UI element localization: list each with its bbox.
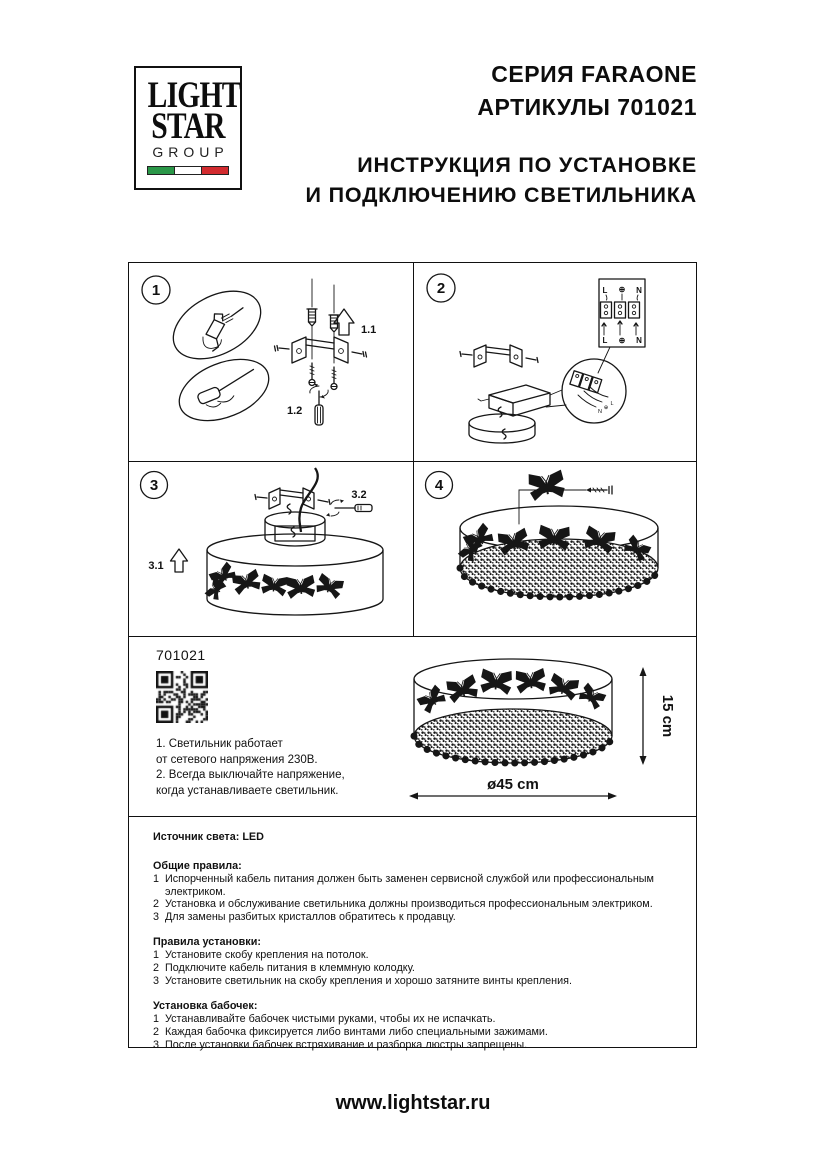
rule-item: 1 Установите скобу крепления на потолок. [153, 949, 369, 962]
flag-white [174, 167, 202, 174]
flag-red [202, 167, 228, 174]
note-line: 1. Светильник работает [156, 738, 283, 750]
section-heading: Установка бабочек: [153, 1000, 258, 1013]
step-4-illustration [414, 462, 698, 637]
step-2-panel [414, 263, 698, 461]
svg-text:3.2: 3.2 [351, 489, 367, 501]
rule-item: 3 Установите светильник на скобу крепления и хорошо затяните винты крепления. [153, 974, 572, 987]
install-rules-section [153, 936, 676, 987]
screwdriver-rotate-icon [326, 500, 372, 517]
svg-text:1.2: 1.2 [287, 405, 303, 417]
section-heading: Общие правила: [153, 860, 242, 873]
screwdriver-rotate-icon [310, 384, 328, 426]
svg-text:ø45 cm: ø45 cm [487, 776, 539, 793]
rule-item: 1 Устанавливайте бабочек чистыми руками, чтобы их не испачкать. [153, 1013, 496, 1026]
rule-item: 2 Установка и обслуживание светильника должны производиться профессиональным электриком. [153, 898, 653, 911]
articles-title: АРТИКУЛЫ 701021 [477, 94, 697, 120]
side-screw-right [352, 352, 367, 358]
instruction-title: ИНСТРУКЦИЯ ПО УСТАНОВКЕ И ПОДКЛЮЧЕНИЮ СВЕТИЛЬНИКА [305, 153, 697, 207]
svg-text:⊕: ⊕ [603, 405, 609, 411]
driver-box [478, 385, 550, 416]
svg-text:1: 1 [151, 282, 161, 299]
power-cable [299, 468, 317, 532]
lightstar-logo [134, 66, 242, 190]
footer [0, 1092, 826, 1115]
svg-text:1.1: 1.1 [361, 324, 377, 336]
website-link[interactable]: www.lightstar.ru [335, 1092, 491, 1114]
svg-text:L: L [602, 336, 608, 345]
svg-text:3: 3 [149, 477, 159, 494]
rule-item: 2 Каждая бабочка фиксируется либо винтами либо специальными зажимами. [153, 1025, 548, 1038]
spec-panel [129, 637, 696, 816]
mounting-bracket [275, 337, 367, 363]
svg-text:L: L [610, 401, 614, 407]
series-title: СЕРИЯ FARAONE [491, 61, 697, 87]
svg-text:3.1: 3.1 [148, 560, 164, 572]
butterfly-icon [527, 469, 565, 501]
canopy [265, 504, 325, 546]
height-dimension [640, 667, 677, 765]
mounting-bracket [255, 488, 330, 509]
svg-text:2: 2 [436, 280, 446, 297]
general-rules-section [153, 860, 676, 923]
svg-text:4: 4 [434, 477, 444, 494]
rule-item: 3 Для замены разбитых кристаллов обратитесь к продавцу. [153, 911, 456, 924]
italian-flag-bar [147, 166, 229, 175]
svg-text:15 cm: 15 cm [659, 694, 676, 738]
header-titles [306, 58, 697, 210]
article-number: 701021 [156, 647, 206, 663]
diameter-dimension [409, 776, 617, 800]
screw-icon [586, 486, 612, 494]
logo-light-text: LIGHT [147, 75, 241, 116]
butterfly-rules-section [153, 1000, 676, 1051]
step-4-panel [414, 462, 698, 636]
side-screw-left [275, 346, 290, 352]
rules-panel [129, 817, 696, 1051]
svg-text:N: N [598, 409, 602, 415]
section-heading: Правила установки: [153, 936, 261, 949]
flag-green [148, 167, 174, 174]
logo-star-text: STAR [151, 106, 225, 147]
rule-item: 1 Испорченный кабель питания должен быть заменен сервисной службой или профессиональным электриком. [153, 873, 654, 898]
lamp-dimension-diagram [391, 641, 701, 818]
screw-icon [331, 367, 337, 390]
screwdriver-illustration [170, 347, 277, 432]
step-3-panel [129, 462, 414, 636]
step-1-panel [129, 263, 414, 461]
step-1-illustration [129, 263, 414, 462]
note-line: от сетевого напряжения 230В. [156, 753, 318, 766]
note-line: 2. Всегда выключайте напряжение, [156, 769, 345, 781]
screw-icon [309, 363, 315, 386]
svg-text:L: L [602, 286, 608, 295]
rule-item: 2 Подключите кабель питания в клеммную колодку. [153, 962, 415, 975]
note-line: когда устанавливаете светильник. [156, 784, 339, 797]
step-2-illustration [414, 263, 698, 462]
svg-text:N: N [636, 336, 642, 345]
logo-group-text: GROUP [152, 144, 229, 160]
svg-text:⊕: ⊕ [618, 336, 626, 345]
magnifier-detail [562, 347, 626, 423]
mounting-bracket [460, 345, 538, 367]
qr-code [156, 671, 208, 723]
safety-notes [156, 737, 345, 799]
drill-illustration [162, 277, 272, 372]
chandelier-drum-bottom [457, 506, 658, 597]
wiring-diagram [599, 279, 645, 347]
terminal-blocks [601, 302, 640, 318]
svg-text:⊕: ⊕ [618, 285, 626, 294]
lamp-drawing [414, 659, 612, 763]
instruction-grid [128, 262, 697, 1051]
light-source-label: Источник света: LED [153, 831, 264, 843]
up-arrow-icon [171, 549, 188, 572]
svg-text:N: N [636, 286, 642, 295]
rule-item: 3 После установки бабочек встряхивание и разборка люстры запрещены. [153, 1038, 528, 1051]
step-3-illustration [129, 462, 414, 637]
